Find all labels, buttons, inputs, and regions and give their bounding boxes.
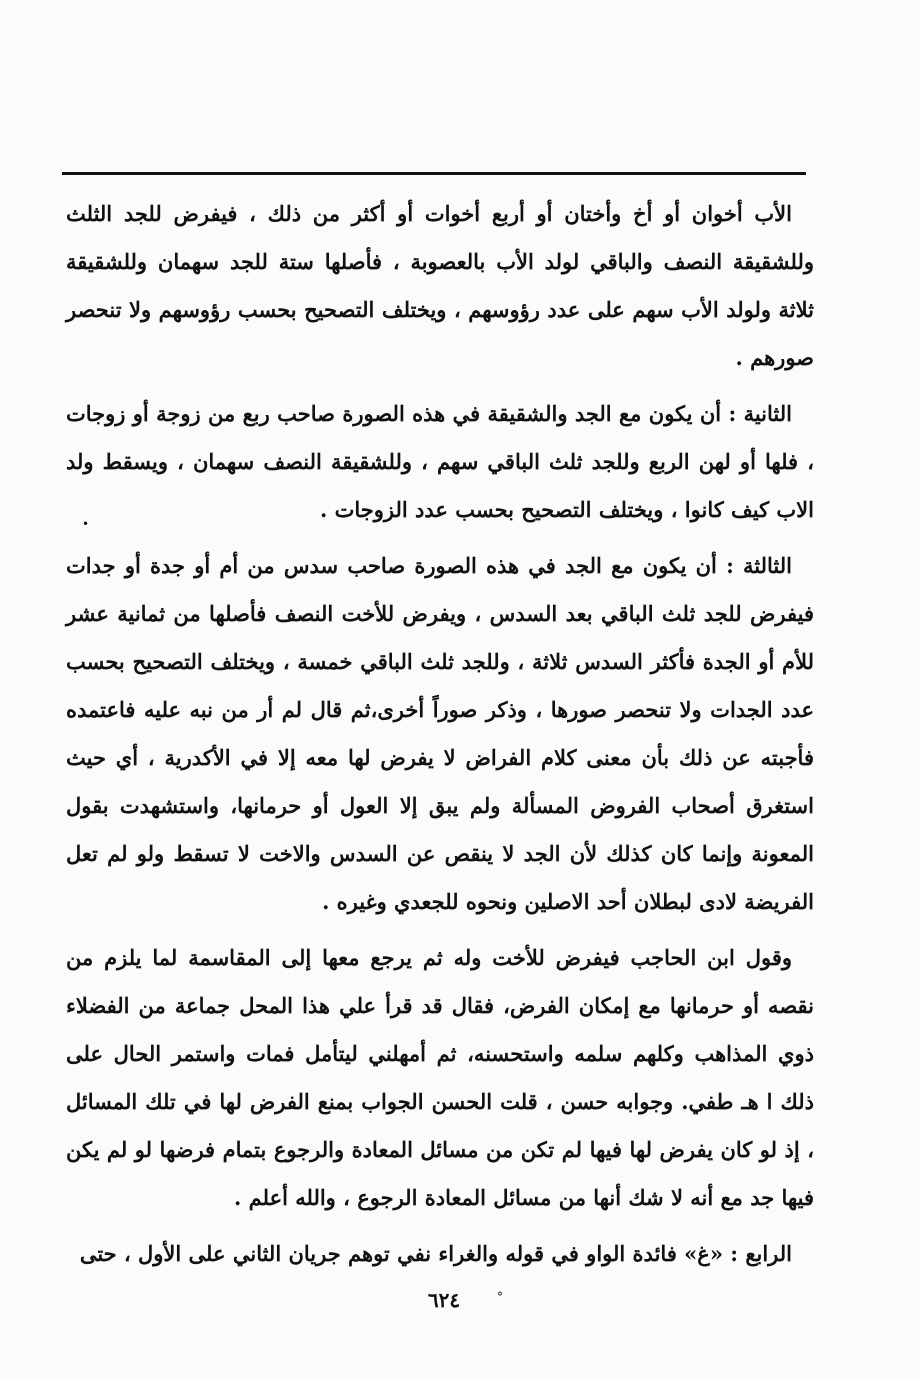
main-text [66,190,814,1278]
paragraph-4: وقول ابن الحاجب فيفرض للأخت وله ثم يرجع معها إلى المقاسمة لما يلزم من نقصه أو حرمانها مع إمكان الفرض، فقال قد قرأ علي هذا المحل جماعة من الفضلاء ذوي المذاهب وكلهم سلمه واستحسنه، ثم أمهلني ليتأمل فمات واستمر الحال على ذلك ا هـ طفي. وجوابه حسن ، قلت الحسن الجواب بمنع الفرض لها في تلك المسائل ، إذ لو كان يفرض لها فيها لم تكن من مسائل المعادة والرجوع بتمام فرضها لو لم يكن فيها جد مع أنه لا شك أنها من مسائل المعادة الرجوع ، والله أعلم . [66,945,814,1210]
paragraph-5: الرابع : «غ» فائدة الواو في قوله والغراء نفي توهم جريان الثاني على الأول ، حتى [79,1241,792,1266]
paragraph-3: الثالثة : أن يكون مع الجد في هذه الصورة صاحب سدس من أم أو جدة أو جدات فيفرض للجد ثلث الباقي بعد السدس ، ويفرض للأخت النصف فأصلها من ثمانية عشر للأم أو الجدة فأكثر السدس ثلاثة ، وللجد ثلث الباقي خمسة ، ويختلف التصحيح بحسب عدد الجدات ولا تنحصر صورها ، وذكر صوراً أخرى،ثم قال لم أر من نبه عليه فاعتمده فأجبته عن ذلك بأن معنى كلام الفراض لا يفرض لها معه إلا في الأكدرية ، أي حيث استغرق أصحاب الفروض المسألة ولم يبق إلا العول أو حرمانها، واستشهدت بقول المعونة وإنما كان كذلك لأن الجد لا ينقص عن السدس والاخت لا تسقط ولو لم تعل الفريضة لادى لبطلان أحد الاصلين ونحوه للجعدي وغيره . [66,553,814,914]
paragraph-2: الثانية : أن يكون مع الجد والشقيقة في هذه الصورة صاحب ربع من زوجة أو زوجات ، فلها أو لهن الربع وللجد ثلث الباقي سهم ، وللشقيقة النصف سهمان ، ويسقط ولد الاب كيف كانوا ، ويختلف التصحيح بحسب عدد الزوجات . [66,401,814,522]
speck-mark: • [82,517,90,531]
page-number: ٦٢٤ [427,1288,461,1312]
speck-mark: ° [497,1290,503,1304]
paragraph-1: الأب أخوان أو أخ وأختان أو أربع أخوات أو أكثر من ذلك ، فيفرض للجد الثلث وللشقيقة النصف والباقي لولد الأب بالعصوبة ، فأصلها ستة للجد سهمان وللشقيقة ثلاثة ولولد الأب سهم على عدد رؤوسهم ، ويختلف التصحيح بحسب رؤوسهم ولا تنحصر صورهم . [66,201,814,370]
header-rule [62,172,806,175]
